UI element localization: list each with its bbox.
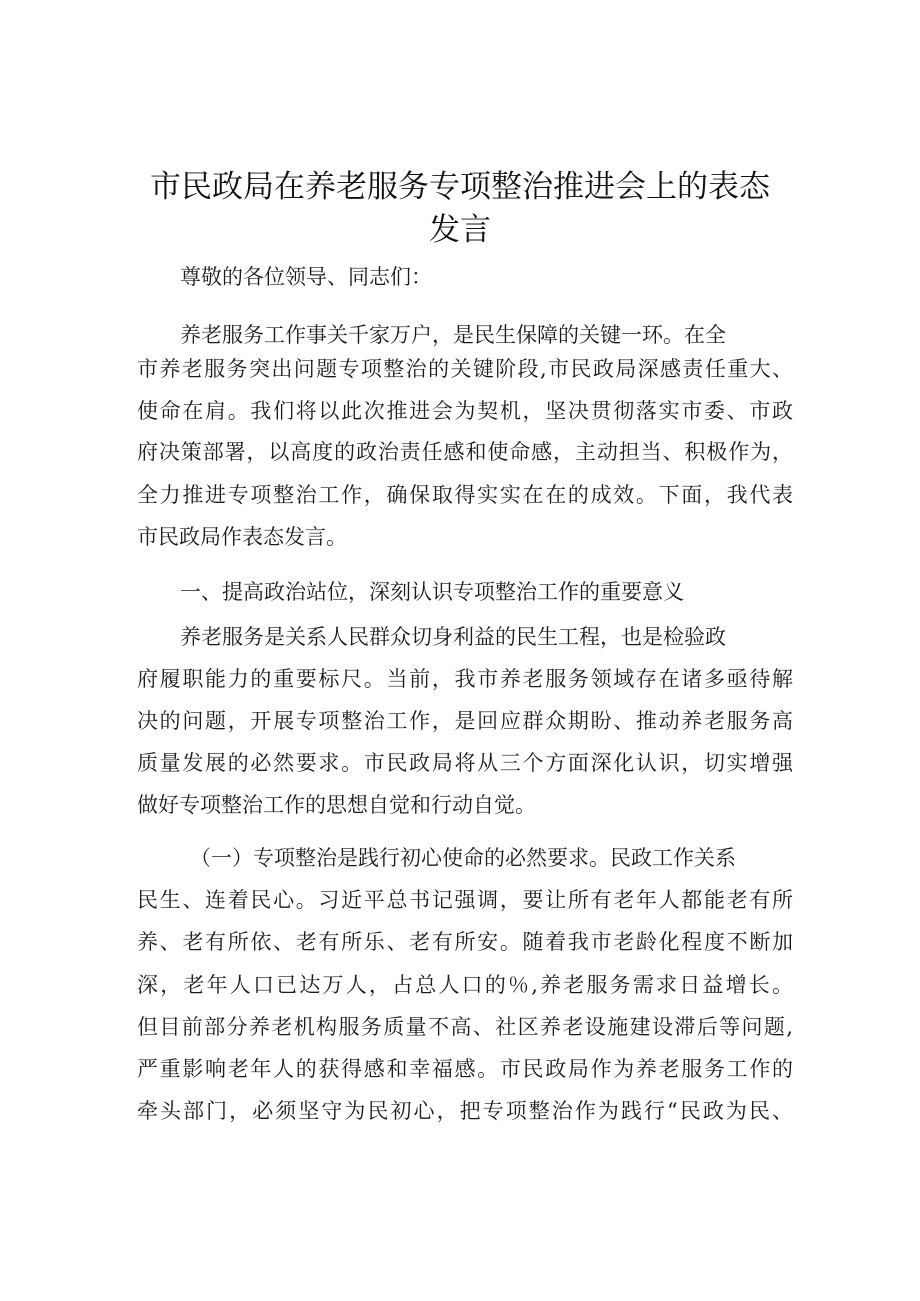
paragraph-line: 市民政局作表态发言。	[137, 525, 347, 549]
paragraph-line: （一）专项整治是践行初心使命的必然要求。民政工作关系	[190, 846, 736, 870]
paragraph-line: 民生、连着民心。习近平总书记强调，要让所有老年人都能老有所	[137, 888, 793, 912]
paragraph-line: 牵头部门，必须坚守为民初心，把专项整治作为践行“民政为民、	[137, 1099, 793, 1123]
section-heading: 一、提高政治站位，深刻认识专项整治工作的重要意义	[180, 580, 684, 604]
paragraph-line: 全力推进专项整治工作，确保取得实实在在的成效。下面，我代表	[137, 483, 793, 507]
paragraph-line: 府履职能力的重要标尺。当前，我市养老服务领域存在诸多亟待解	[137, 667, 793, 691]
paragraph-line: 深，老年人口已达万人，占总人口的％,养老服务需求日益增长。	[137, 973, 793, 997]
paragraph-line: 使命在肩。我们将以此次推进会为契机，坚决贯彻落实市委、市政	[137, 399, 793, 423]
paragraph-line: 养老服务是关系人民群众切身利益的民生工程，也是检验政	[180, 625, 726, 649]
paragraph-line: 府决策部署，以高度的政治责任感和使命感，主动担当、积极作为，	[137, 440, 793, 464]
paragraph-line: 养、老有所依、老有所乐、老有所安。随着我市老龄化程度不断加	[137, 930, 793, 954]
document-title-line-2: 发言	[429, 212, 491, 248]
paragraph-line: 做好专项整治工作的思想自觉和行动自觉。	[137, 793, 536, 817]
salutation: 尊敬的各位领导、同志们：	[180, 265, 432, 289]
paragraph-line: 市养老服务突出问题专项整治的关键阶段,市民政局深感责任重大、	[137, 357, 793, 381]
document-title-line-1: 市民政局在养老服务专项整治推进会上的表态	[150, 169, 770, 205]
paragraph-line: 质量发展的必然要求。市民政局将从三个方面深化认识，切实增强	[137, 751, 793, 775]
paragraph-line: 严重影响老年人的获得感和幸福感。市民政局作为养老服务工作的	[137, 1057, 793, 1081]
paragraph-line: 但目前部分养老机构服务质量不高、社区养老设施建设滞后等问题,	[137, 1015, 793, 1039]
paragraph-line: 决的问题，开展专项整治工作，是回应群众期盼、推动养老服务高	[137, 709, 793, 733]
paragraph-line: 养老服务工作事关千家万户，是民生保障的关键一环。在全	[180, 323, 726, 347]
